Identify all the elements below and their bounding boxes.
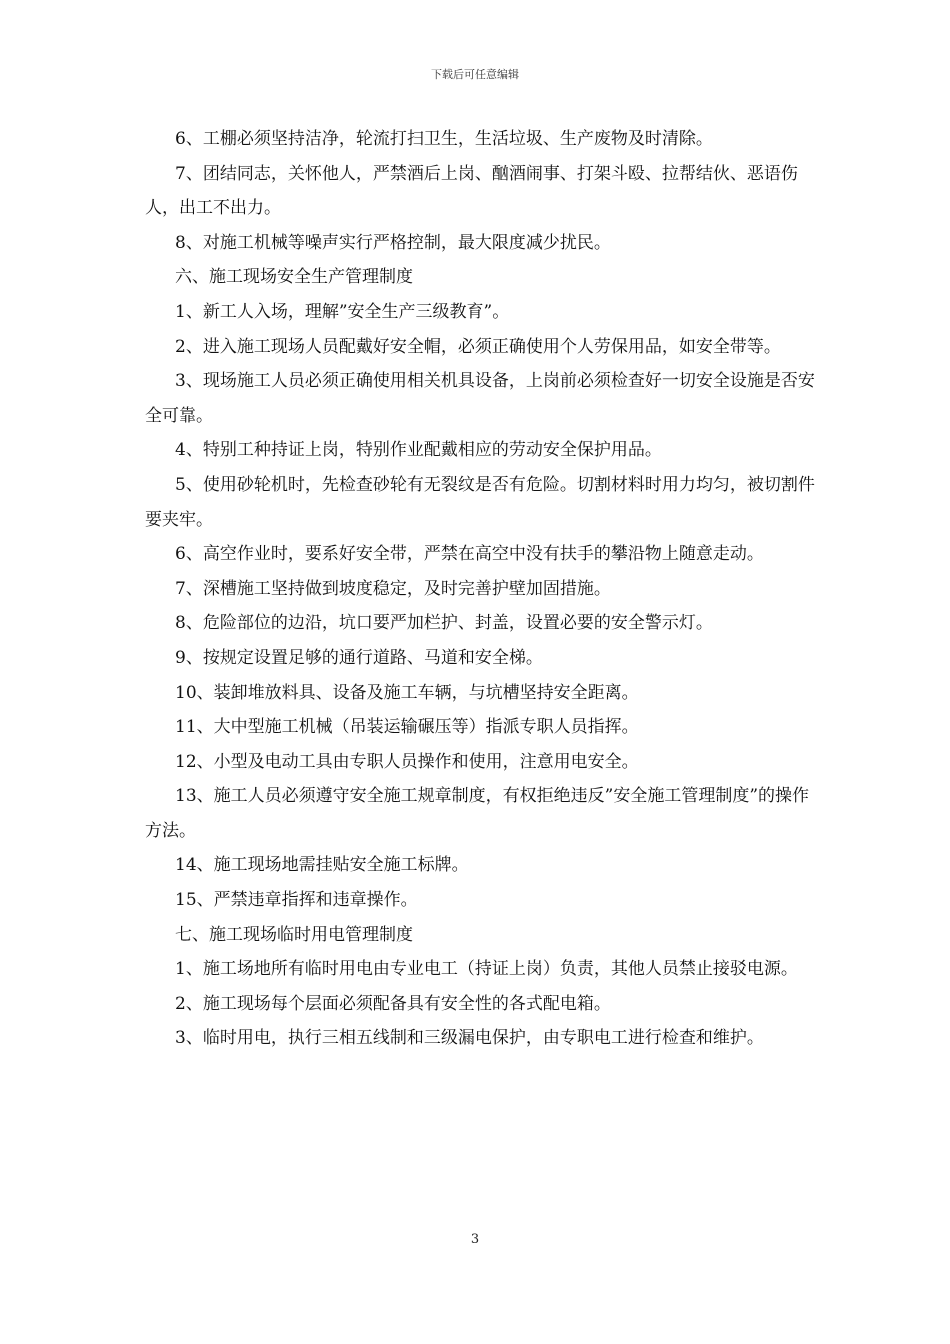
paragraph: 3、临时用电，执行三相五线制和三级漏电保护，由专职电工进行检查和维护。	[175, 1028, 764, 1049]
page-header: 下载后可任意编辑	[431, 68, 519, 81]
paragraph: 2、进入施工现场人员配戴好安全帽，必须正确使用个人劳保用品，如安全带等。	[175, 336, 781, 357]
paragraph: 14、施工现场地需挂贴安全施工标牌。	[175, 855, 469, 876]
paragraph: 1、新工人入场，理解”安全生产三级教育”。	[175, 301, 510, 322]
paragraph: 2、施工现场每个层面必须配备具有安全性的各式配电箱。	[175, 993, 611, 1014]
paragraph: 8、对施工机械等噪声实行严格控制，最大限度减少扰民。	[175, 232, 611, 253]
paragraph: 4、特别工种持证上岗，特别作业配戴相应的劳动安全保护用品。	[175, 440, 662, 461]
paragraph: 8、危险部位的边沿，坑口要严加栏护、封盖，设置必要的安全警示灯。	[175, 613, 713, 634]
paragraph: 6、工棚必须坚持洁净，轮流打扫卫生，生活垃圾、生产废物及时清除。	[175, 129, 713, 149]
paragraph: 10、装卸堆放料具、设备及施工车辆，与坑槽坚持安全距离。	[175, 682, 639, 703]
section-heading: 七、施工现场临时用电管理制度	[175, 924, 413, 945]
paragraph: 6、高空作业时，要系好安全带，严禁在高空中没有扶手的攀沿物上随意走动。	[175, 544, 764, 565]
paragraph: 3、现场施工人员必须正确使用相关机具设备，上岗前必须检查好一切安全设施是否安全可靠。	[145, 371, 815, 426]
page-number: 3	[470, 1232, 480, 1247]
paragraph: 11、大中型施工机械（吊装运输碾压等）指派专职人员指挥。	[175, 717, 639, 738]
paragraph: 5、使用砂轮机时，先检查砂轮有无裂纹是否有危险。切割材料时用力均匀，被切割件要夹牢。	[145, 474, 815, 530]
paragraph: 15、严禁违章指挥和违章操作。	[175, 890, 418, 911]
paragraph: 12、小型及电动工具由专职人员操作和使用，注意用电安全。	[175, 751, 639, 772]
paragraph: 7、团结同志，关怀他人，严禁酒后上岗、酗酒闹事、打架斗殴、拉帮结伙、恶语伤人，出工不出力。	[145, 163, 798, 219]
paragraph: 9、按规定设置足够的通行道路、马道和安全梯。	[175, 647, 543, 668]
document-body	[145, 122, 825, 1056]
paragraph: 1、施工场地所有临时用电由专业电工（持证上岗）负责，其他人员禁止接驳电源。	[175, 959, 798, 980]
paragraph: 7、深槽施工坚持做到坡度稳定，及时完善护壁加固措施。	[175, 578, 611, 599]
paragraph: 13、施工人员必须遵守安全施工规章制度，有权拒绝违反”安全施工管理制度”的操作方法。	[145, 786, 810, 841]
section-heading: 六、施工现场安全生产管理制度	[175, 267, 413, 288]
